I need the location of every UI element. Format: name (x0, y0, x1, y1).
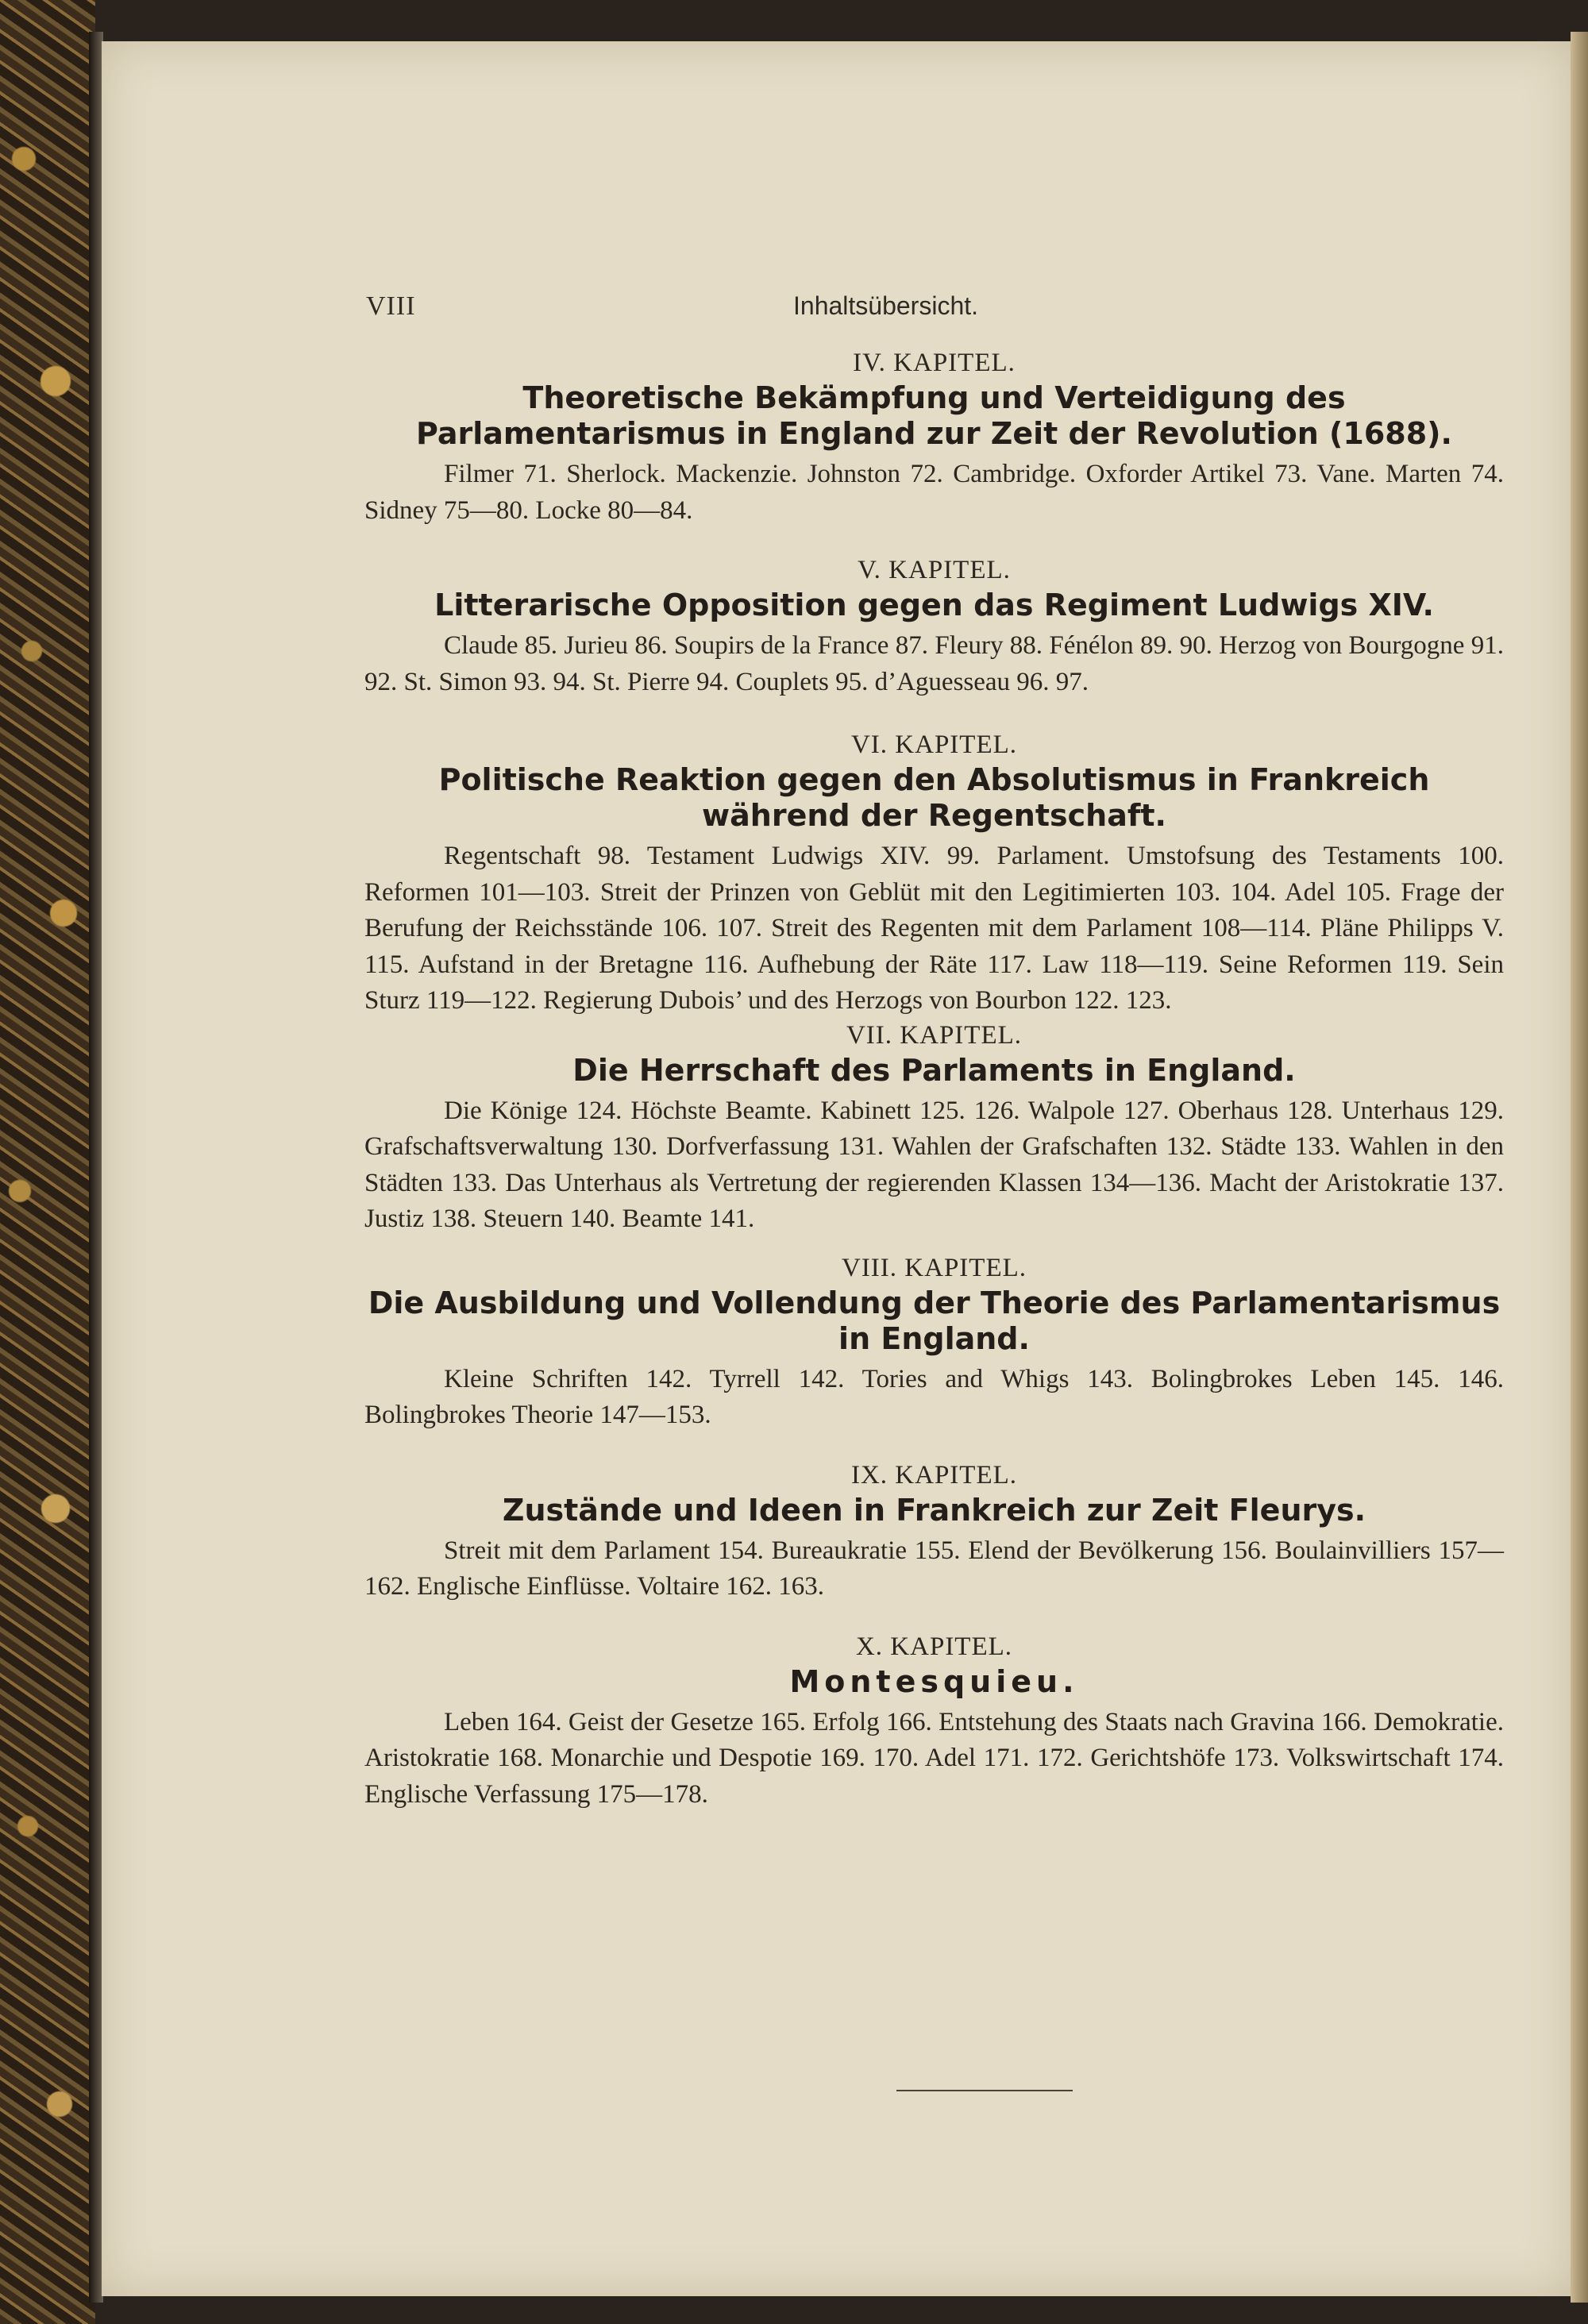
chapter-label: IX. KAPITEL. (850, 1460, 1018, 1490)
chapter-8 (364, 1252, 1504, 1434)
chapter-label: V. KAPITEL. (858, 556, 1011, 584)
marbled-book-edge (0, 0, 95, 2324)
chapter-title: Litterarische Opposition gegen das Regiment Ludwigs XIV. (434, 588, 1434, 622)
table-of-contents (364, 347, 1504, 1813)
chapter-title: Montesquieu. (789, 1663, 1079, 1699)
chapter-title: Zustände und Ideen in Frankreich zur Zeit Fleurys. (502, 1492, 1366, 1528)
chapter-label: VII. KAPITEL. (846, 1020, 1023, 1050)
chapter-summary: Die Könige 124. Höchste Beamte. Kabinett 125. 126. Walpole 127. Oberhaus 128. Unterhaus 129. Grafschaftsverwaltung 130. Dorfverfassung 131. Wahlen der Grafschaften 132. Städte 133. Wahlen in den Städten 133. Das Unterhaus als Vertretung der regierenden Klassen 134—136. Macht der Aristokratie 137. Justiz 138. Steuern 140. Beamte 141. (364, 1096, 1504, 1233)
chapter-5 (364, 554, 1504, 700)
chapter-label: VIII. KAPITEL. (841, 1253, 1027, 1282)
chapter-title: Die Herrschaft des Parlaments in England. (572, 1052, 1296, 1088)
chapter-4 (364, 347, 1504, 529)
chapter-summary: Claude 85. Jurieu 86. Soupirs de la France 87. Fleury 88. Fénélon 89. 90. Herzog von Bourgogne 91. 92. St. Simon 93. 94. St. Pierre 94. Couplets 95. d’Aguesseau 96. 97. (364, 631, 1504, 696)
page-number: VIII (366, 291, 416, 321)
chapter-label: VI. KAPITEL. (850, 730, 1018, 759)
chapter-summary: Regentschaft 98. Testament Ludwigs XIV. 99. Parlament. Umstofsung des Testaments 100. Reformen 101—103. Streit der Prinzen von Geblüt mit den Legitimierten 103. 104. Adel 105. Frage der Berufung der Reichsstände 106. 107. Streit des Regenten mit dem Parlament 108—114. Pläne Philipps V. 115. Aufstand in der Bretagne 116. Aufhebung der Räte 117. Law 118—119. Seine Reformen 119. Sein Sturz 119—122. Regierung Dubois’ und des Herzogs von Bourbon 122. 123. (364, 842, 1504, 1015)
running-head: Inhaltsübersicht. (793, 291, 979, 320)
chapter-summary: Leben 164. Geist der Gesetze 165. Erfolg 166. Entstehung des Staats nach Gravina 166. Demokratie. Aristokratie 168. Monarchie und Despotie 169. 170. Adel 171. 172. Gerichtshöfe 173. Volkswirtschaft 174. Englische Verfassung 175—178. (364, 1707, 1504, 1809)
chapter-label: IV. KAPITEL. (853, 349, 1016, 377)
chapter-summary: Kleine Schriften 142. Tyrrell 142. Tories and Whigs 143. Bolingbrokes Leben 145. 146. Bolingbrokes Theorie 147—153. (364, 1364, 1504, 1429)
chapter-title: Politische Reaktion gegen den Absolutismus in Frankreich während der Regentschaft. (438, 762, 1430, 833)
closing-rule (896, 2090, 1073, 2091)
book-page (102, 41, 1574, 2296)
chapter-label: X. KAPITEL. (855, 1632, 1013, 1661)
chapter-7 (364, 1019, 1504, 1238)
chapter-9 (364, 1459, 1504, 1605)
chapter-summary: Streit mit dem Parlament 154. Bureaukratie 155. Elend der Bevölkerung 156. Boulainvilliers 157—162. Englische Einflüsse. Voltaire 162. 163. (364, 1536, 1504, 1601)
chapter-6 (364, 729, 1504, 1019)
chapter-summary: Filmer 71. Sherlock. Mackenzie. Johnston 72. Cambridge. Oxforder Artikel 73. Vane. Marten 74. Sidney 75—80. Locke 80—84. (364, 460, 1504, 525)
page-edge (1571, 32, 1588, 2303)
chapter-10 (364, 1631, 1504, 1813)
chapter-title: Theoretische Bekämpfung und Verteidigung des Parlamentarismus in England zur Zeit der Revolution (1688). (416, 380, 1452, 451)
chapter-title: Die Ausbildung und Vollendung der Theorie des Parlamentarismus in England. (368, 1285, 1501, 1356)
page-header (102, 291, 1574, 331)
